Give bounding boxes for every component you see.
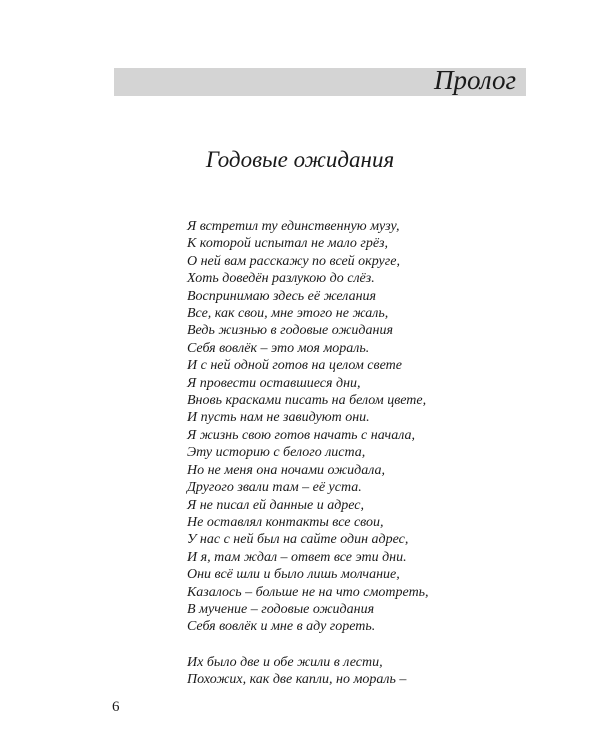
- poem-line: Другого звали там – её уста.: [187, 480, 362, 496]
- poem-line: Я встретил ту единственную музу,: [187, 219, 400, 234]
- poem-line: Не оставлял контакты все свои,: [187, 514, 384, 530]
- poem-line: Я провести оставшиеся дни,: [187, 375, 361, 391]
- poem-title: Годовые ожидания: [205, 147, 395, 172]
- page-number: 6: [112, 699, 120, 715]
- poem-line: Себя вовлёк – это моя мораль.: [187, 340, 370, 356]
- poem-line: Себя вовлёк и мне в аду гореть.: [187, 619, 376, 635]
- poem-line: Казалось – больше не на что смотреть,: [187, 584, 429, 600]
- poem-line: Они всё шли и было лишь молчание,: [187, 567, 400, 583]
- poem-line: Эту историю с белого листа,: [187, 445, 366, 461]
- stanza: [187, 218, 429, 636]
- poem-line: Их было две и обе жили в лести,: [187, 654, 383, 670]
- poem-line: И пусть нам не завидуют они.: [187, 410, 370, 426]
- poem-body: [187, 218, 429, 689]
- poem-line: В мучение – годовые ожидания: [187, 601, 375, 617]
- poem-line: К которой испытал не мало грёз,: [187, 236, 389, 252]
- poem-line: У нас с ней был на сайте один адрес,: [187, 532, 409, 548]
- poem-line: Похожих, как две капли, но мораль –: [187, 672, 407, 688]
- poem-line: Все, как свои, мне этого не жаль,: [187, 306, 389, 322]
- poem-line: Воспринимаю здесь её желания: [187, 288, 377, 304]
- stanza: [187, 654, 429, 689]
- poem-line: И я, там ждал – ответ все эти дни.: [187, 549, 407, 565]
- poem-line: И с ней одной готов на целом свете: [187, 358, 402, 374]
- poem-line: Я жизнь свою готов начать с начала,: [187, 427, 415, 443]
- section-title: Пролог: [434, 65, 516, 95]
- poem-line: Ведь жизнью в годовые ожидания: [187, 323, 393, 339]
- poem-line: Но не меня она ночами ожидала,: [187, 462, 386, 478]
- poem-line: Вновь красками писать на белом цвете,: [187, 393, 427, 409]
- poem-line: Я не писал ей данные и адрес,: [187, 497, 365, 513]
- section-header-bar: [114, 65, 526, 96]
- poem-line: О ней вам расскажу по всей округе,: [187, 253, 400, 269]
- poem-line: Хоть доведён разлукою до слёз.: [187, 271, 375, 287]
